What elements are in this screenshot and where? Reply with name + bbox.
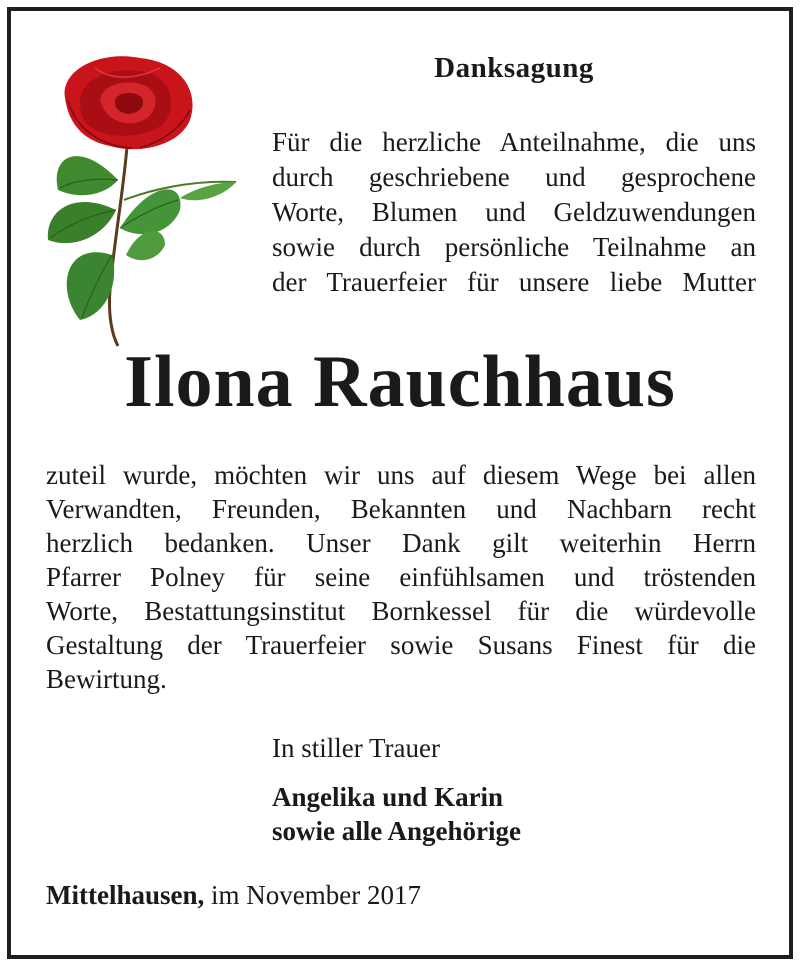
thanks-line: Verwandten, Freunden, Bekannten und Nachbarn recht [46, 494, 756, 524]
signers-block [272, 780, 521, 848]
thanks-line: Bewirtung. [46, 664, 167, 694]
thanks-line: Worte, Bestattungsinstitut Bornkessel für die würdevolle [46, 596, 756, 626]
thanks-line: zuteil wurde, möchten wir uns auf diesem Wege bei allen [46, 460, 756, 490]
intro-line: sowie durch persönliche Teilnahme an [272, 232, 756, 262]
notice-heading: Danksagung [434, 52, 594, 84]
intro-paragraph [272, 125, 756, 300]
place: Mittelhausen, [46, 880, 205, 910]
thanks-line: Pfarrer Polney für seine einfühlsamen und tröstenden [46, 562, 756, 592]
intro-line: der Trauerfeier für unsere liebe Mutter [272, 267, 756, 297]
mourning-phrase: In stiller Trauer [272, 733, 440, 763]
red-rose-icon [40, 50, 240, 350]
deceased-name: Ilona Rauchhaus [124, 341, 676, 423]
thanks-line: Gestaltung der Trauerfeier sowie Susans Finest für die [46, 630, 756, 660]
thanks-line: herzlich bedanken. Unser Dank gilt weiterhin Herrn [46, 528, 756, 558]
intro-line: Worte, Blumen und Geldzuwendungen [272, 197, 756, 227]
thanks-paragraph [46, 458, 756, 696]
intro-line: durch geschriebene und gesprochene [272, 162, 756, 192]
signer-line: Angelika und Karin [272, 782, 504, 812]
intro-line: Für die herzliche Anteilnahme, die uns [272, 127, 756, 157]
signer-line: sowie alle Angehörige [272, 816, 521, 846]
place-date [46, 880, 421, 911]
date: im November 2017 [211, 880, 421, 910]
